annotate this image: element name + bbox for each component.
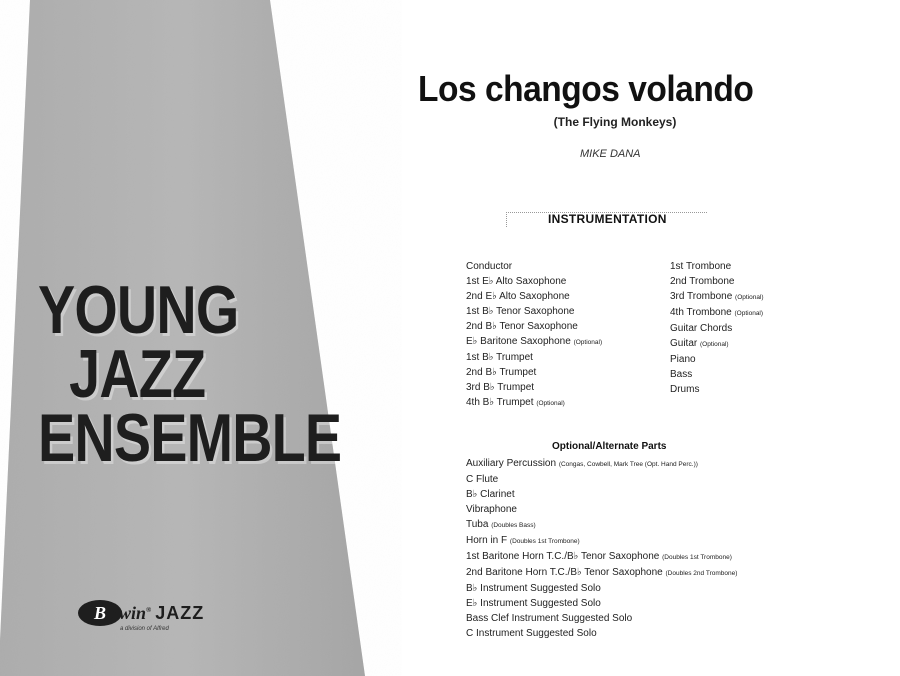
list-item bbox=[466, 350, 602, 365]
instrument-name: E♭ Baritone Saxophone bbox=[466, 336, 571, 347]
list-item bbox=[466, 611, 737, 626]
list-item bbox=[466, 274, 602, 289]
instrument-name: Auxiliary Percussion bbox=[466, 458, 557, 469]
list-item bbox=[466, 596, 737, 611]
series-title bbox=[38, 272, 342, 476]
instrument-name: 4th Trombone bbox=[670, 307, 732, 318]
instrument-column-1 bbox=[466, 259, 602, 411]
series-line: YOUNG bbox=[38, 272, 239, 348]
instrument-name: 2nd E♭ Alto Saxophone bbox=[466, 291, 570, 302]
list-item bbox=[466, 517, 737, 533]
list-item bbox=[466, 334, 602, 350]
optional-parts-list bbox=[466, 456, 737, 641]
instrument-name: Bass bbox=[670, 369, 693, 380]
piece-subtitle: (The Flying Monkeys) bbox=[553, 115, 677, 129]
list-item bbox=[670, 367, 764, 382]
instrument-note: (Doubles 1st Trombone) bbox=[509, 538, 580, 545]
list-item bbox=[466, 304, 602, 319]
instrumentation-heading: INSTRUMENTATION bbox=[548, 212, 667, 226]
instrument-name: 2nd B♭ Tenor Saxophone bbox=[466, 321, 578, 332]
instrument-name: C Flute bbox=[466, 474, 499, 485]
list-item bbox=[466, 549, 737, 565]
list-item bbox=[466, 626, 737, 641]
list-item bbox=[466, 487, 737, 502]
instrument-note: (Doubles 1st Trombone) bbox=[662, 554, 732, 561]
instrument-name: Tuba bbox=[466, 519, 489, 530]
logo-brand bbox=[106, 603, 151, 624]
instrument-name: Guitar bbox=[670, 338, 698, 349]
instrument-name: Conductor bbox=[466, 261, 513, 272]
list-item bbox=[670, 305, 764, 321]
list-item bbox=[466, 502, 737, 517]
logo-badge: B bbox=[78, 600, 122, 626]
list-item bbox=[466, 319, 602, 334]
logo-subtitle: a division of Alfred bbox=[120, 626, 169, 632]
instrument-name: 4th B♭ Trumpet bbox=[466, 397, 534, 408]
instrument-name: Piano bbox=[670, 354, 696, 365]
list-item bbox=[670, 259, 764, 274]
logo-jazz: JAZZ bbox=[155, 602, 205, 623]
instrument-name: B♭ Clarinet bbox=[466, 489, 515, 500]
series-line: JAZZ bbox=[69, 336, 206, 412]
list-item bbox=[466, 456, 737, 472]
publisher-logo bbox=[78, 600, 204, 626]
instrument-note: (Doubles Bass) bbox=[491, 522, 536, 529]
instrument-name: Bass Clef Instrument Suggested Solo bbox=[466, 613, 633, 624]
list-item bbox=[466, 395, 602, 411]
list-item bbox=[670, 382, 764, 397]
instrument-name: E♭ Instrument Suggested Solo bbox=[466, 598, 601, 609]
instrument-note: (Doubles 2nd Trombone) bbox=[665, 570, 738, 577]
instrument-name: 2nd Trombone bbox=[670, 276, 735, 287]
list-item bbox=[466, 365, 602, 380]
instrument-name: 2nd Baritone Horn T.C./B♭ Tenor Saxophone bbox=[466, 567, 663, 578]
instrument-note: (Optional) bbox=[735, 294, 764, 301]
list-item bbox=[466, 380, 602, 395]
instrument-name: 2nd B♭ Trumpet bbox=[466, 367, 537, 378]
instrument-name: Horn in F bbox=[466, 535, 508, 546]
series-line: ENSEMBLE bbox=[38, 400, 342, 476]
list-item bbox=[466, 533, 737, 549]
list-item bbox=[466, 581, 737, 596]
instrument-note: (Optional) bbox=[536, 400, 565, 407]
instrument-name: 1st B♭ Tenor Saxophone bbox=[466, 306, 575, 317]
list-item bbox=[670, 336, 764, 352]
instrument-name: 3rd B♭ Trumpet bbox=[466, 382, 535, 393]
list-item bbox=[466, 472, 737, 487]
instrument-note: (Optional) bbox=[573, 339, 603, 346]
instrument-name: Vibraphone bbox=[466, 504, 517, 515]
optional-parts-heading: Optional/Alternate Parts bbox=[552, 441, 667, 452]
list-item bbox=[670, 321, 764, 336]
instrument-name: C Instrument Suggested Solo bbox=[466, 628, 597, 639]
list-item bbox=[670, 289, 764, 305]
list-item bbox=[466, 565, 737, 581]
instrument-note: (Optional) bbox=[734, 310, 764, 317]
list-item bbox=[466, 289, 602, 304]
list-item bbox=[466, 259, 602, 274]
logo-trademark: ® bbox=[146, 605, 152, 614]
list-item bbox=[670, 352, 764, 367]
instrument-name: 1st Trombone bbox=[670, 261, 732, 272]
piece-title: Los changos volando bbox=[418, 68, 754, 109]
instrument-note: (Congas, Cowbell, Mark Tree (Opt. Hand Perc.)) bbox=[558, 461, 698, 468]
instrument-name: 1st B♭ Trumpet bbox=[466, 352, 533, 363]
composer: MIKE DANA bbox=[580, 148, 641, 160]
instrument-name: Drums bbox=[670, 384, 700, 395]
instrument-name: 1st E♭ Alto Saxophone bbox=[466, 276, 567, 287]
instrument-column-2 bbox=[670, 259, 764, 397]
instrument-note: (Optional) bbox=[700, 341, 729, 348]
list-item bbox=[670, 274, 764, 289]
instrument-name: Guitar Chords bbox=[670, 323, 733, 334]
instrument-name: B♭ Instrument Suggested Solo bbox=[466, 583, 601, 594]
logo-brand-text: elwin bbox=[106, 602, 147, 623]
instrument-name: 1st Baritone Horn T.C./B♭ Tenor Saxophone bbox=[466, 551, 660, 562]
instrument-name: 3rd Trombone bbox=[670, 291, 733, 302]
